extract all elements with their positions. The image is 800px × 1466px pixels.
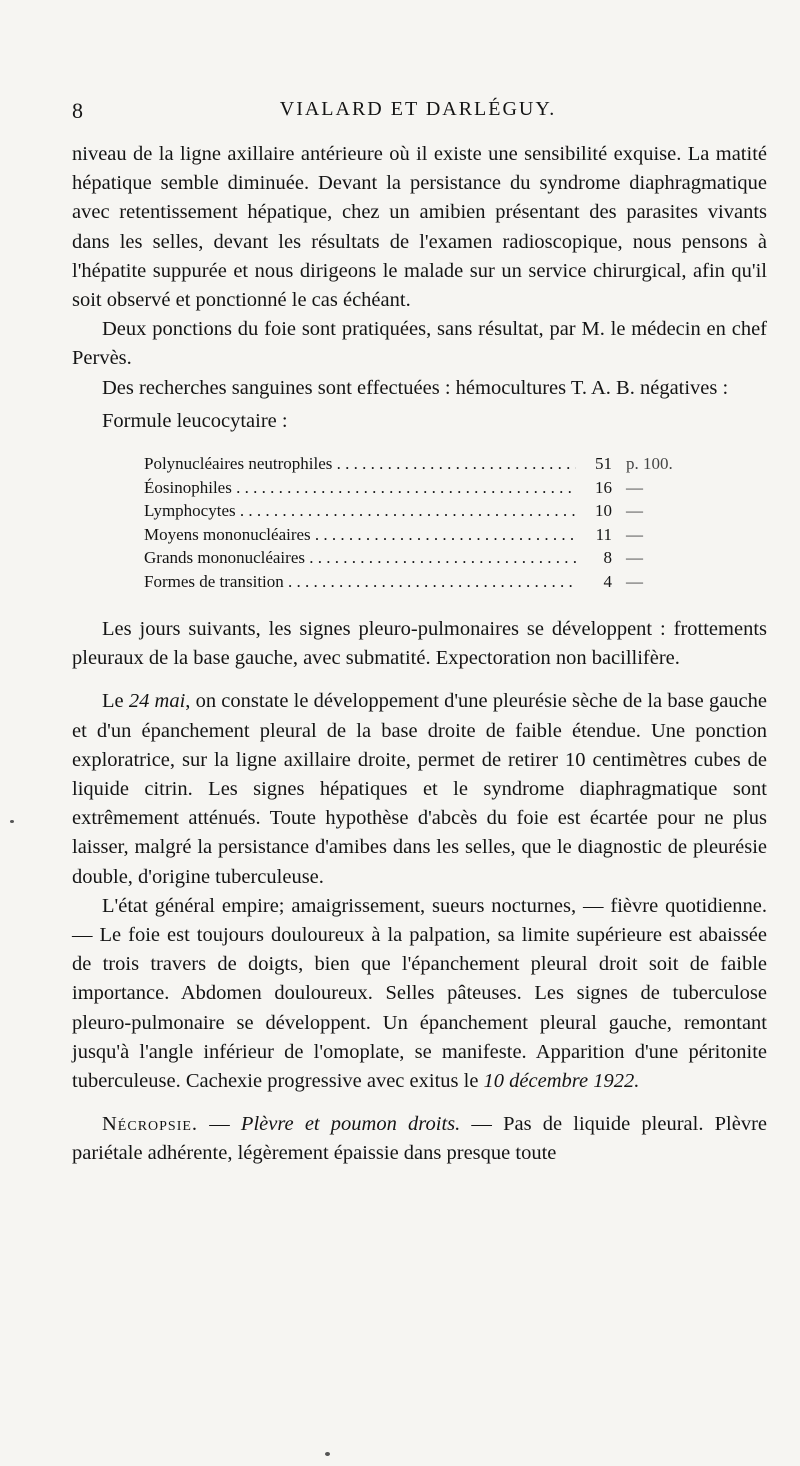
scan-speck — [10, 820, 14, 823]
necropsie-dash: — — [198, 1113, 241, 1136]
p6-date: 10 décembre 1922. — [483, 1070, 640, 1093]
cell-unit: — — [626, 477, 643, 497]
cell-value: 4 — [603, 571, 612, 591]
cell-unit: p. 100. — [626, 454, 673, 474]
cell-label: Grands mononucléaires . . . — [144, 546, 576, 570]
body-text — [72, 140, 767, 1169]
paragraph-recherches-sanguines: Des recherches sanguines sont effectuées : hémocultures T. A. B. négatives : — [102, 376, 729, 399]
formula-title: Formule leucocytaire : — [102, 409, 288, 432]
p6-main: L'état général empire; amaigrissement, sueurs nocturnes, — fièvre quotidienne. — Le foie est toujours douloureux à la palpation, sa limite supérieure est abaissée de trois travers de doigts, bien que l'épanchement pleural droit soit de faible importance. Abdomen douloureux. Selles pâteuses. Les signes de tuberculose pleuro-pulmonaire se développent. Un épanchement pleural gauche, remontant jusqu'à l'angle inférieur de l'omoplate, se manifeste. Apparition d'une péritonite tuberculeuse. Cachexie progressive avec exitus le — [72, 894, 767, 1093]
p5-date: 24 mai — [128, 690, 186, 713]
cell-value: 16 — [595, 477, 612, 497]
cell-label: Moyens mononucléaires . . . — [144, 523, 576, 547]
cell-unit: — — [626, 571, 643, 591]
cell-label: Polynucléaires neutrophiles . . . — [144, 452, 576, 476]
p5-rest: , on constate le développement d'une pleurésie sèche de la base gauche et d'un épanchement pleural de la base droite de faible étendue. Une ponction exploratrice, sur la ligne axillaire droite, permet de retirer 10 centimètres cubes de liquide citrin. Les signes hépatiques et le syndrome diaphragmatique sont extrêmement atténués. Toute hypothèse d'abcès du foie est écartée pour ne plus laisser, malgré la persistance d'amibes dans les selles, que le diagnostic de pleurésie double, d'origine tuberculeuse. — [72, 690, 767, 888]
running-title: VIALARD ET DARLÉGUY. — [279, 98, 557, 120]
cell-unit: — — [626, 524, 643, 544]
cell-label: Éosinophiles . . . — [144, 476, 576, 500]
page-header — [72, 98, 764, 126]
leucocyte-table — [144, 452, 700, 593]
table-row — [144, 499, 700, 523]
table-row — [144, 476, 700, 500]
cell-unit: — — [626, 501, 643, 521]
cell-value: 51 — [595, 454, 612, 474]
paragraph-jours-suivants: Les jours suivants, les signes pleuro-pulmonaires se développent : frottements pleuraux de la base gauche, avec submatité. Expectoration non bacillifère. — [72, 618, 767, 670]
cell-value: 10 — [595, 501, 612, 521]
cell-value: 11 — [595, 524, 612, 544]
paragraph-24-mai — [72, 687, 767, 891]
necropsie-subject: Plèvre et poumon droits. — [240, 1113, 461, 1136]
necropsie-label: Nécropsie. — [102, 1113, 199, 1136]
paragraph-continuation: niveau de la ligne axillaire antérieure où il existe une sensibilité exquise. La matité hépatique semble diminuée. Devant la persistance du syndrome diaphragmatique avec retentissement hépatique, chez un amibien présentant des parasites vivants dans les selles, devant les résultats de l'examen radioscopique, nous pensons à l'hépatite suppurée et nous dirigeons le malade sur un service chirurgical, afin qu'il soit observé et ponctionné le cas échéant. — [72, 143, 767, 312]
page-number: 8 — [72, 98, 83, 123]
paragraph-ponctions: Deux ponctions du foie sont pratiquées, sans résultat, par M. le médecin en chef Pervès. — [72, 318, 767, 370]
table-row — [144, 452, 700, 476]
scan-speck — [325, 1452, 330, 1456]
cell-label: Lymphocytes . . . — [144, 499, 576, 523]
cell-label: Formes de transition . . . — [144, 570, 576, 594]
table-row — [144, 570, 700, 594]
necropsie-rest: — Pas de liquide pleural. Plèvre pariétale adhérente, légèrement épaissie dans presque toute — [72, 1113, 767, 1165]
cell-value: 8 — [603, 548, 612, 568]
table-row — [144, 546, 700, 570]
paragraph-etat-general — [72, 892, 767, 1096]
paragraph-necropsie — [72, 1110, 767, 1168]
cell-unit: — — [626, 548, 643, 568]
table-row — [144, 523, 700, 547]
p5-start: Le — [102, 690, 124, 713]
